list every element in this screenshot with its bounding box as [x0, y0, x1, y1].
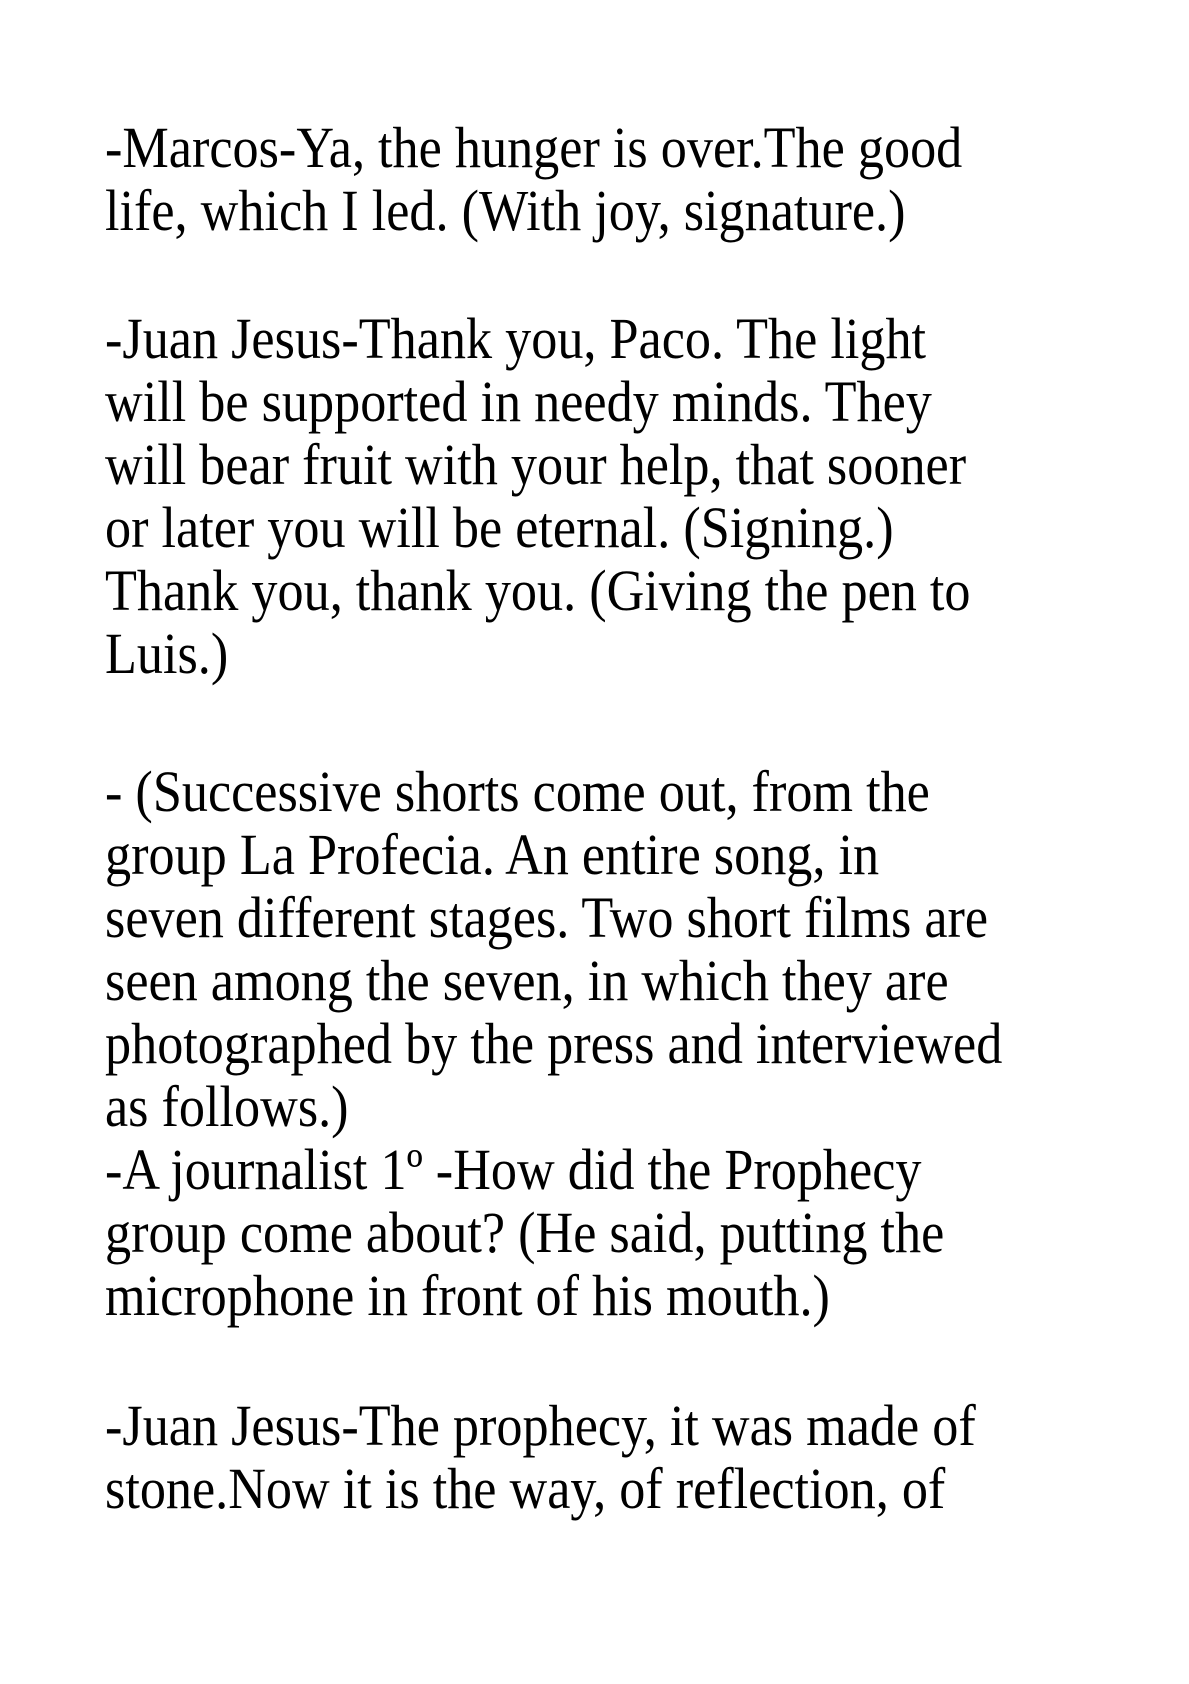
text-line: as follows.) [105, 1074, 349, 1139]
text-line: -A journalist 1º -How did the Prophecy [105, 1137, 922, 1202]
script-text-block [105, 116, 1081, 1520]
text-line: Thank you, thank you. (Giving the pen to [105, 558, 971, 623]
text-line: microphone in front of his mouth.) [105, 1263, 830, 1328]
paragraph [105, 1138, 1081, 1327]
paragraph [105, 307, 1081, 685]
text-line: photographed by the press and interviewed [105, 1011, 1003, 1076]
text-line: life, which I led. (With joy, signature.) [105, 178, 906, 243]
paragraph [105, 116, 1081, 242]
text-line: seen among the seven, in which they are [105, 948, 949, 1013]
text-line: will bear fruit with your help, that sooner [105, 432, 967, 497]
text-line: Luis.) [105, 621, 229, 686]
text-line: -Marcos-Ya, the hunger is over.The good [105, 115, 963, 180]
text-line: seven different stages. Two short films are [105, 885, 989, 950]
text-line: group La Profecia. An entire song, in [105, 822, 880, 887]
text-line: will be supported in needy minds. They [105, 369, 932, 434]
text-line: -Juan Jesus-Thank you, Paco. The light [105, 306, 927, 371]
text-line: or later you will be eternal. (Signing.) [105, 495, 894, 560]
text-line: - (Successive shorts come out, from the [105, 759, 930, 824]
text-line: stone.Now it is the way, of reflection, of [105, 1456, 946, 1521]
text-line: -Juan Jesus-The prophecy, it was made of [105, 1393, 976, 1458]
text-line: group come about? (He said, putting the [105, 1200, 945, 1265]
paragraph [105, 1394, 1081, 1520]
paragraph [105, 760, 1081, 1138]
